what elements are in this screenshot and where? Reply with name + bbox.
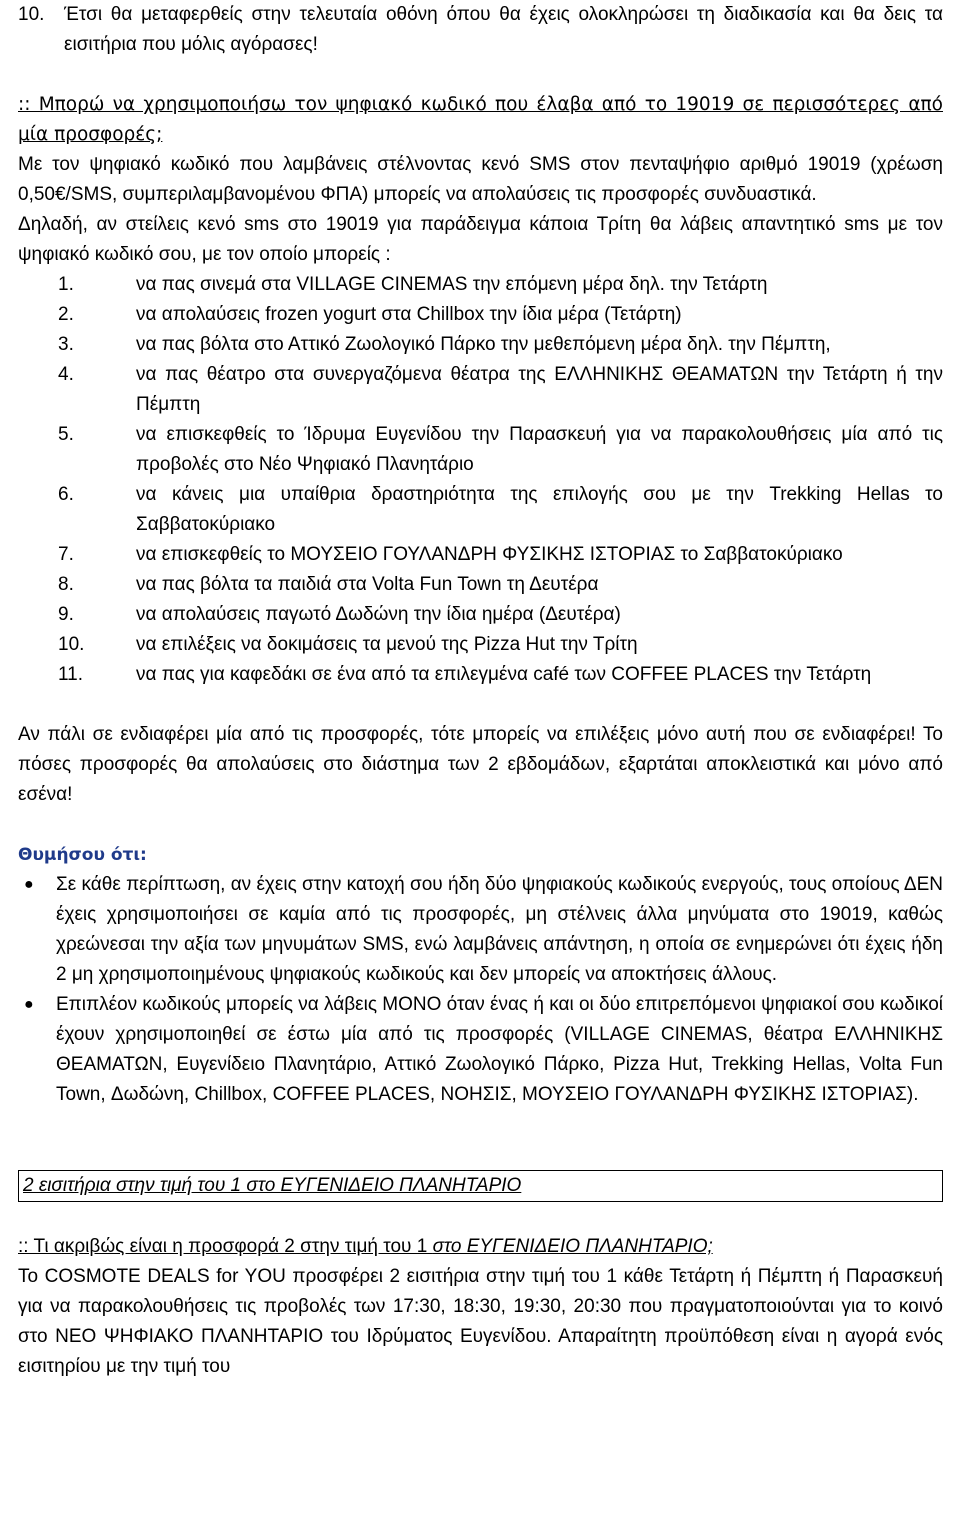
list-item-number: 8. — [58, 574, 74, 595]
faq-closing: Αν πάλι σε ενδιαφέρει μία από τις προσφορές, τότε μπορείς να επιλέξεις μόνο αυτή που σε ενδιαφέρει! Το πόσες προσφορές θα απολαύσεις στο διάστημα των 2 εβδομάδων, εξαρτάται αποκλειστικά και μόνο από εσένα! — [18, 724, 943, 805]
list-item-number: 7. — [58, 544, 74, 565]
document-page — [18, 0, 943, 1382]
list-item-number: 9. — [58, 604, 74, 625]
reminder-title: Θυμήσου ότι: — [18, 845, 147, 865]
reminder-bullets — [18, 870, 943, 1110]
step-10 — [18, 0, 943, 60]
section-heading-box — [18, 1170, 943, 1202]
list-item — [18, 300, 943, 330]
list-item — [18, 570, 943, 600]
faq-codes — [18, 90, 943, 810]
bullet-icon: ● — [24, 996, 34, 1013]
list-item-text: να κάνεις μια υπαίθρια δραστηριότητα της επιλογής σου με την Trekking Hellas το Σαββατοκύριακο — [136, 484, 943, 535]
list-item-text: να απολαύσεις παγωτό Δωδώνη την ίδια ημέρα (Δευτέρα) — [136, 604, 621, 625]
list-item-text: να πας βόλτα στο Αττικό Ζωολογικό Πάρκο την μεθεπόμενη μέρα δηλ. την Πέμπτη, — [136, 334, 831, 355]
list-item-text: να πας για καφεδάκι σε ένα από τα επιλεγμένα café των COFFEE PLACES την Τετάρτη — [136, 664, 872, 685]
bullet-item — [18, 870, 943, 990]
bullet-item — [18, 990, 943, 1110]
list-item-number: 1. — [58, 274, 74, 295]
list-item-number: 4. — [58, 364, 74, 385]
faq-example: Δηλαδή, αν στείλεις κενό sms στο 19019 για παράδειγμα κάποια Τρίτη θα λάβεις απαντητικό sms με τον ψηφιακό κωδικό σου, με τον οποίο μπορείς : — [18, 214, 943, 265]
list-item-number: 3. — [58, 334, 74, 355]
list-item-text: να πας σινεμά στα VILLAGE CINEMAS την επόμενη μέρα δηλ. την Τετάρτη — [136, 274, 768, 295]
planetarium-section — [18, 1170, 943, 1382]
list-item-text: να απολαύσεις frozen yogurt στα Chillbox την ίδια μέρα (Τετάρτη) — [136, 304, 682, 325]
step-text: Έτσι θα μεταφερθείς στην τελευταία οθόνη όπου θα έχεις ολοκληρώσει τη διαδικασία και θα δεις τα εισιτήρια που μόλις αγόρασες! — [64, 4, 943, 55]
list-item-text: να επισκεφθείς το ΜΟΥΣΕΙΟ ΓΟΥΛΑΝΔΡΗ ΦΥΣΙΚΗΣ ΙΣΤΟΡΙΑΣ το Σαββατοκύριακο — [136, 544, 843, 565]
list-item-number: 10. — [58, 634, 85, 655]
list-item-text: να πας θέατρο στα συνεργαζόμενα θέατρα της ΕΛΛΗΝΙΚΗΣ ΘΕΑΜΑΤΩΝ την Τετάρτη ή την Πέμπτη — [136, 364, 943, 415]
step-number: 10. — [18, 4, 45, 25]
list-item-text: να πας βόλτα τα παιδιά στα Volta Fun Town τη Δευτέρα — [136, 574, 599, 595]
list-item-text: να επισκεφθείς το Ίδρυμα Ευγενίδου την Παρασκευή για να παρακολουθήσεις μία από τις προβολές στο Νέο Ψηφιακό Πλανητάριο — [136, 424, 943, 475]
bullet-icon: ● — [24, 876, 34, 893]
list-item — [18, 330, 943, 360]
planetarium-answer: Το COSMOTE DEALS for YOU προσφέρει 2 εισιτήρια στην τιμή του 1 κάθε Τετάρτη ή Πέμπτη ή Παρασκευή για να παρακολουθήσεις τις προβολές των 17:30, 18:30, 19:30, 20:30 που πραγματοποιούνται για το κοινό στο ΝΕΟ ΨΗΦΙΑΚΟ ΠΛΑΝΗΤΑΡΙΟ του Ιδρύματος Ευγενίδου. Απαραίτητη προϋπόθεση είναι η αγορά ενός εισιτηρίου με την τιμή του — [18, 1266, 943, 1377]
bullet-text: Επιπλέον κωδικούς μπορείς να λάβεις ΜΟΝΟ όταν ένας ή και οι δύο επιτρεπόμενοι ψηφιακοί σου κωδικοί έχουν χρησιμοποιηθεί σε έστω μία από τις προσφορές (VILLAGE CINEMAS, θέατρα ΕΛΛΗΝΙΚΗΣ ΘΕΑΜΑΤΩΝ, Ευγενίδειο Πλανητάριο, Αττικό Ζωολογικό Πάρκο, Pizza Hut, Trekking Hellas, Volta Fun Town, Δωδώνη, Chillbox, COFFEE PLACES, ΝΟΗΣΙΣ, ΜΟΥΣΕΙΟ ΓΟΥΛΑΝΔΡΗ ΦΥΣΙΚΗΣ ΙΣΤΟΡΙΑΣ). — [56, 994, 943, 1105]
list-item — [18, 660, 943, 690]
list-item — [18, 630, 943, 660]
reminder-section — [18, 840, 943, 1110]
question-prefix: :: Τι ακριβώς είναι η προσφορά 2 στην τιμή του 1 — [18, 1236, 433, 1257]
faq-question: :: Μπορώ να χρησιμοποιήσω τον ψηφιακό κωδικό που έλαβα από το 19019 σε περισσότερες από μία προσφορές; — [18, 94, 943, 145]
list-item-number: 2. — [58, 304, 74, 325]
list-item-number: 6. — [58, 484, 74, 505]
offers-list — [18, 270, 943, 690]
list-item-number: 11. — [58, 664, 84, 685]
list-item — [18, 540, 943, 570]
planetarium-question — [18, 1232, 943, 1262]
list-item — [18, 270, 943, 300]
list-item — [18, 600, 943, 630]
list-item — [18, 420, 943, 480]
bullet-text: Σε κάθε περίπτωση, αν έχεις στην κατοχή σου ήδη δύο ψηφιακούς κωδικούς ενεργούς, τους οποίους ΔΕΝ έχεις χρησιμοποιήσει σε καμία από τις προσφορές, μη στέλνεις άλλα μηνύματα στο 19019, καθώς χρεώνεσαι την αξία των μηνυμάτων SMS, ενώ λαμβάνεις απάντηση, η οποία σε ενημερώνει ότι έχεις ήδη 2 μη χρησιμοποιημένους ψηφιακούς κωδικούς και δεν μπορείς να αποκτήσεις άλλους. — [56, 874, 944, 985]
question-italic: στο ΕΥΓΕΝΙΔΕΙΟ ΠΛΑΝΗΤΑΡΙΟ; — [432, 1236, 713, 1257]
faq-answer: Με τον ψηφιακό κωδικό που λαμβάνεις στέλνοντας κενό SMS στον πενταψήφιο αριθμό 19019 (χρέωση 0,50€/SMS, συμπεριλαμβανομένου ΦΠΑ) μπορείς να απολαύσεις τις προσφορές συνδυαστικά. — [18, 154, 943, 205]
section-heading: 2 εισιτήρια στην τιμή του 1 στο ΕΥΓΕΝΙΔΕΙΟ ΠΛΑΝΗΤΑΡΙΟ — [23, 1175, 522, 1196]
list-item-number: 5. — [58, 424, 74, 445]
list-item — [18, 360, 943, 420]
list-item-text: να επιλέξεις να δοκιμάσεις τα μενού της Pizza Hut την Τρίτη — [136, 634, 638, 655]
list-item — [18, 480, 943, 540]
